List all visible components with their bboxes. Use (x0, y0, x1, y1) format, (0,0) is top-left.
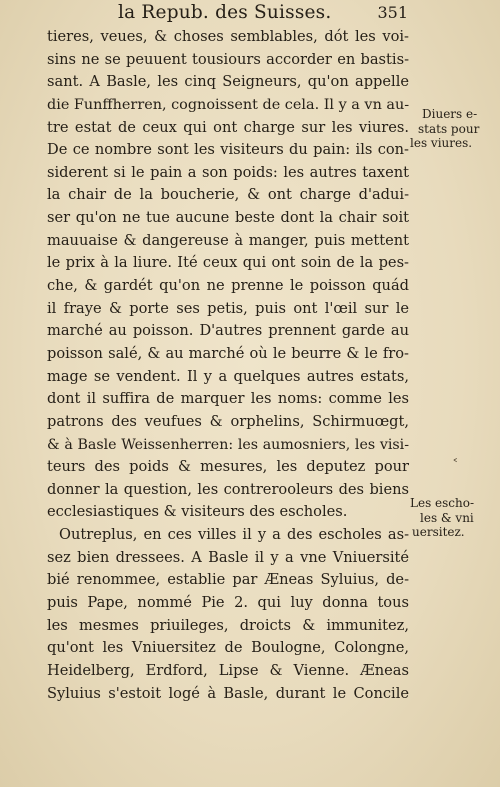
text-line: Outreplus, en ces villes il y a des escholes as- (59, 526, 409, 544)
marginal-line: stats pour (418, 121, 480, 136)
text-line: ecclesiastiques & visiteurs des escholes. (47, 503, 348, 521)
text-line: sez bien dressees. A Basle il y a vne Vniuersité (47, 548, 409, 566)
text-line: patrons des veufues & orphelins, Schirmuœgt, (47, 412, 409, 430)
marginal-note-viures (410, 107, 492, 151)
text-line: mauuaise & dangereuse à manger, puis mettent (47, 231, 409, 249)
marginal-line: Diuers e- (422, 107, 478, 121)
text-line: sant. A Basle, les cinq Seigneurs, qu'on appelle (47, 73, 409, 91)
text-line: De ce nombre sont les visiteurs du pain: ils con- (47, 141, 409, 159)
text-line: dont il suffira de marquer les noms: comme les (47, 390, 409, 408)
text-line: & à Basle Weissenherren: les aumosniers, les visi- (47, 436, 409, 453)
text-line: siderent si le pain a son poids: les autres taxent (47, 163, 409, 181)
body-text (47, 26, 409, 705)
text-line: Syluius s'estoit logé à Basle, durant le Concile (47, 684, 409, 702)
running-title: la Repub. des Suisses. (118, 2, 332, 23)
text-line: die Funffherren, cognoissent de cela. Il y a vn au- (47, 96, 409, 113)
marginal-line: les & vni (420, 510, 474, 525)
text-line: poisson salé, & au marché où le beurre & le fro- (47, 344, 409, 362)
marginal-line: uersitez. (412, 525, 465, 539)
text-line: sins ne se peuuent tousiours accorder en bastis- (47, 50, 409, 68)
text-line: tre estat de ceux qui ont charge sur les viures. (47, 118, 409, 136)
text-line: le prix à la liure. Ité ceux qui ont soin de la pes- (47, 254, 409, 272)
text-line: che, & gardét qu'on ne prenne le poisson quád (47, 277, 409, 295)
text-line: mage se vendent. Il y a quelques autres estats, (47, 367, 409, 385)
text-line: qu'ont les Vniuersitez de Boulogne, Colongne, (47, 639, 409, 657)
text-line: marché au poisson. D'autres prennent garde au (47, 322, 409, 340)
text-line: tieres, veues, & choses semblables, dót les voi- (47, 28, 409, 45)
marginal-line: Les escho- (410, 496, 475, 510)
text-line: bié renommee, establie par Æneas Syluius, de- (47, 571, 409, 589)
text-line: ser qu'on ne tue aucune beste dont la chair soit (47, 209, 409, 227)
text-line: donner la question, les contrerooleurs des biens (47, 480, 409, 498)
page-number: 351 (377, 3, 408, 22)
text-line: puis Pape, nommé Pie 2. qui luy donna tous (47, 594, 409, 612)
text-line: la chair de la boucherie, & ont charge d'adui- (47, 186, 409, 204)
text-line: teurs des poids & mesures, les deputez pour (47, 458, 409, 476)
text-line: Heidelberg, Erdford, Lipse & Vienne. Æneas (47, 661, 409, 679)
page-header (118, 2, 408, 28)
marginal-note-escholes (410, 496, 492, 540)
marginal-line: les viures. (410, 136, 473, 150)
margin-mark: ˂ (452, 458, 459, 473)
text-line: les mesmes priuileges, droicts & immunitez, (47, 616, 409, 634)
text-line: il fraye & porte ses petis, puis ont l'œil sur le (47, 299, 409, 317)
